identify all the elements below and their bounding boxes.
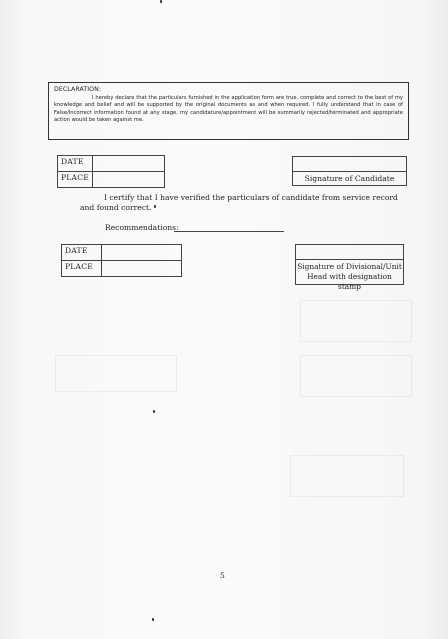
candidate-signature-field[interactable] bbox=[293, 157, 406, 172]
recommendations-field[interactable] bbox=[174, 231, 284, 232]
head-signature-label bbox=[296, 260, 403, 292]
declaration-text: I hereby declare that the particulars furnished in the application form are true, complete and correct to the best of my knowledge and belief and will be supported by the original documents as and when required. I fully understand that in case of False/Incorrect information found at any stage, my candidature/appointment will be summarily rejected/terminated and appropriate action would be taken against me. bbox=[54, 95, 403, 124]
bleed-through-box bbox=[300, 355, 412, 397]
head-signature-label-line1: Signature of Divisional/Unit bbox=[297, 262, 402, 271]
bleed-through-box bbox=[300, 300, 412, 342]
candidate-date-place-table bbox=[57, 155, 165, 188]
bleed-through-box bbox=[55, 355, 177, 392]
certification-text: I certify that I have verified the particulars of candidate from service record and found correct. bbox=[80, 193, 398, 212]
head-signature-label-line2: Head with designation stamp bbox=[307, 272, 392, 291]
ink-speck bbox=[153, 410, 155, 413]
head-place-label: PLACE bbox=[62, 261, 102, 277]
ink-speck bbox=[152, 618, 154, 621]
ink-speck bbox=[160, 0, 162, 3]
candidate-signature-box bbox=[292, 156, 407, 186]
head-date-field[interactable] bbox=[102, 245, 182, 261]
bleed-through-box bbox=[290, 455, 404, 497]
declaration-box bbox=[48, 82, 409, 140]
candidate-place-label: PLACE bbox=[58, 172, 93, 188]
declaration-title: DECLARATION: bbox=[54, 86, 102, 93]
head-date-place-table bbox=[61, 244, 182, 277]
recommendations-label: Recommendations: bbox=[105, 223, 179, 232]
head-signature-field[interactable] bbox=[296, 245, 403, 260]
candidate-signature-label: Signature of Candidate bbox=[304, 174, 395, 183]
page-number: 5 bbox=[220, 571, 225, 580]
ink-speck bbox=[154, 205, 156, 208]
head-signature-box bbox=[295, 244, 404, 291]
candidate-date-label: DATE bbox=[58, 156, 93, 172]
head-place-field[interactable] bbox=[102, 261, 182, 277]
head-date-label: DATE bbox=[62, 245, 102, 261]
candidate-date-field[interactable] bbox=[93, 156, 165, 172]
candidate-place-field[interactable] bbox=[93, 172, 165, 188]
